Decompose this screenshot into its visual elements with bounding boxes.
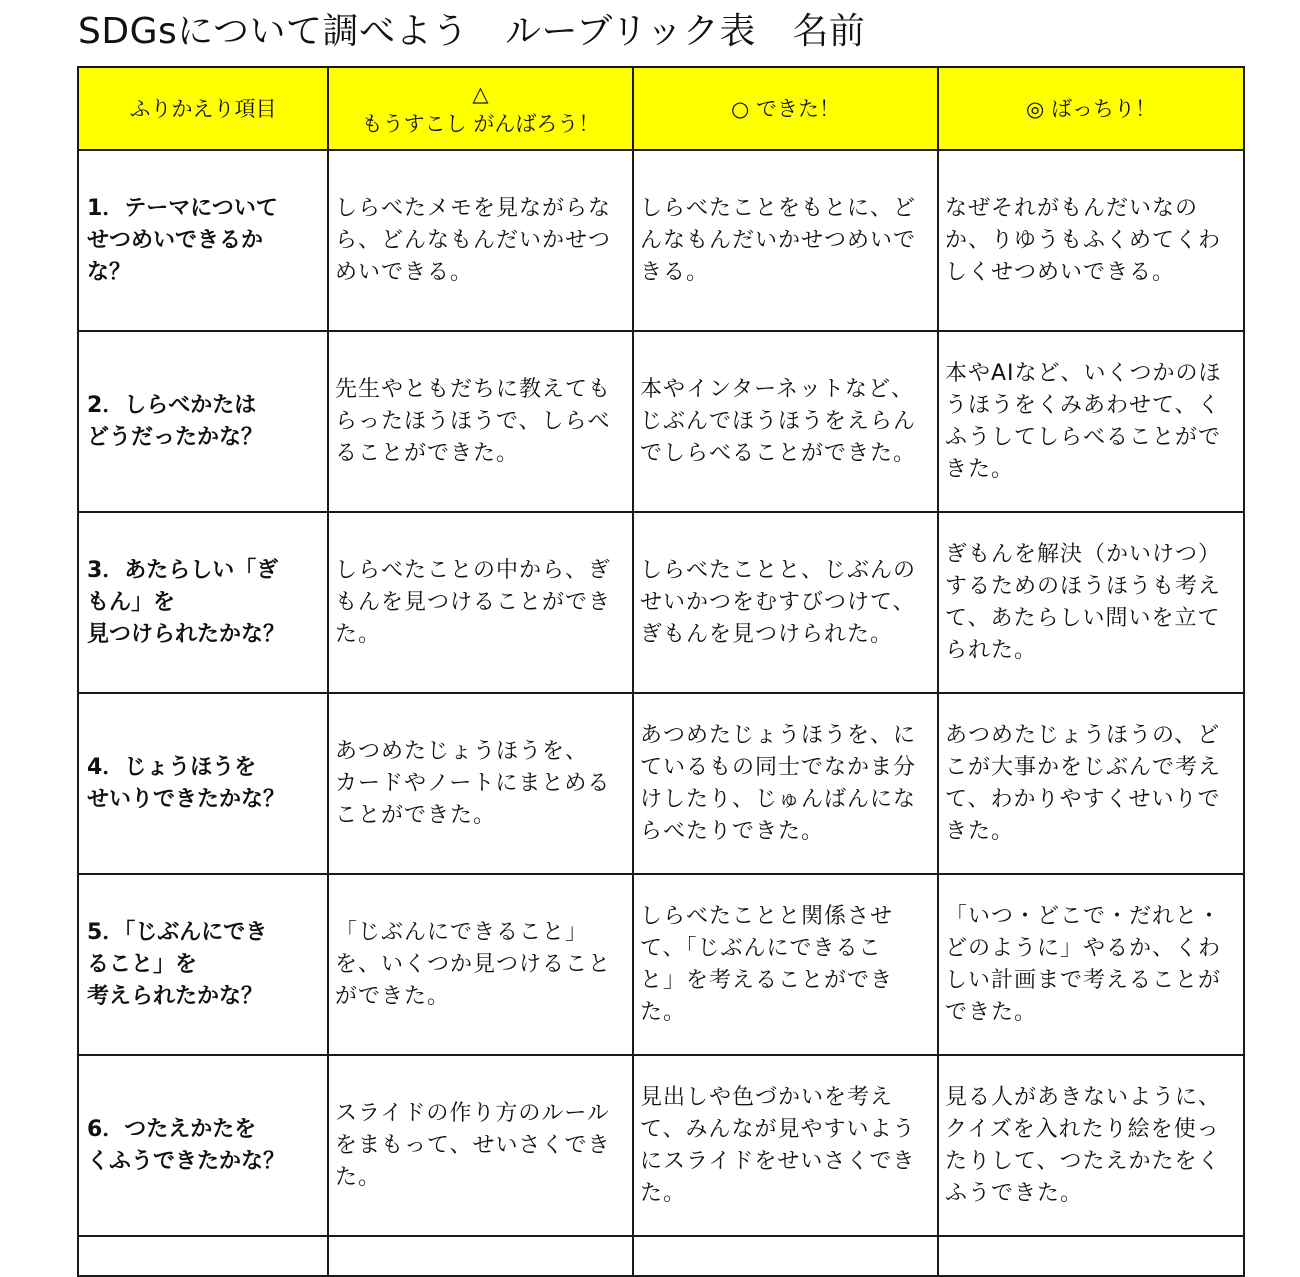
cell-text: じぶんでほうほうをえらん xyxy=(640,408,917,434)
cell-text: けしたり、じゅんばんにな xyxy=(640,786,917,812)
cell-text: ことができた。 xyxy=(335,802,497,828)
level-double-circle-cell xyxy=(938,693,1244,874)
cell-text: 「いつ・どこで・だれと・ xyxy=(945,903,1222,929)
cell-text: らべたりできた。 xyxy=(640,818,825,844)
rubric-table xyxy=(77,66,1245,1277)
cell-text: 「じぶんにできること」 xyxy=(335,919,589,945)
cell-text: ぎもんを解決（かいけつ） xyxy=(945,541,1222,567)
cell-text: を、いくつか見つけること xyxy=(335,951,612,977)
header-label: ◎ ばっちり！ xyxy=(1026,96,1156,121)
cell-text: ができた。 xyxy=(335,983,451,1009)
triangle-icon: △ xyxy=(472,81,489,106)
cell-text: 見る人があきないように、 xyxy=(945,1084,1222,1110)
level-double-circle-cell xyxy=(938,1055,1244,1236)
header-label: ふりかえり項目 xyxy=(129,96,277,121)
header-label: ○ できた！ xyxy=(731,96,840,121)
cell-text: しらべたことをもとに、ど xyxy=(640,195,917,221)
level-circle-cell xyxy=(633,1236,938,1276)
cell-text: にスライドをせいさくでき xyxy=(640,1148,916,1174)
cell-text: クイズを入れたり絵を使っ xyxy=(945,1116,1220,1142)
cell-text: と」を考えることができ xyxy=(640,967,894,993)
cell-text: しい計画まで考えることが xyxy=(945,967,1222,993)
level-double-circle-cell xyxy=(938,331,1244,512)
header-reflection-item xyxy=(78,67,328,150)
table-row xyxy=(78,874,1244,1055)
reflection-item-cell xyxy=(78,150,328,331)
reflection-item-cell xyxy=(78,1055,328,1236)
reflection-item-cell xyxy=(78,512,328,693)
cell-text: て、わかりやすくせいりで xyxy=(945,786,1221,812)
cell-text: て、あたらしい問いを立て xyxy=(945,605,1221,631)
cell-text: た。 xyxy=(335,1164,382,1190)
header-label: もうすこし がんばろう！ xyxy=(361,111,600,136)
cell-text: 3．あたらしい「ぎ xyxy=(87,557,279,583)
header-level-double-circle xyxy=(938,67,1244,150)
level-triangle-cell xyxy=(328,693,633,874)
level-double-circle-cell xyxy=(938,512,1244,693)
level-double-circle-cell xyxy=(938,150,1244,331)
cell-text: 4．じょうほうを xyxy=(87,754,257,780)
cell-text: できた。 xyxy=(945,999,1038,1025)
cell-text: ぎもんを見つけられた。 xyxy=(640,621,894,647)
cell-text: 見出しや色づかいを考え xyxy=(640,1084,894,1110)
cell-text: あつめたじょうほうを、 xyxy=(335,738,589,764)
table-row xyxy=(78,693,1244,874)
cell-text: どうだったかな？ xyxy=(87,424,264,450)
cell-text: て、「じぶんにできるこ xyxy=(640,935,882,961)
cell-text: んなもんだいかせつめいで xyxy=(640,227,917,253)
level-double-circle-cell xyxy=(938,874,1244,1055)
page-title: SDGsについて調べよう ルーブリック表 名前 xyxy=(78,11,866,52)
cell-text: られた。 xyxy=(945,637,1038,663)
table-row xyxy=(78,1055,1244,1236)
cell-text: た。 xyxy=(640,999,687,1025)
cell-text: どのように」やるか、くわ xyxy=(945,935,1222,961)
cell-text: めいできる。 xyxy=(335,259,474,285)
cell-text: て、みんなが見やすいよう xyxy=(640,1116,916,1142)
cell-text: 考えられたかな？ xyxy=(87,983,264,1009)
level-circle-cell xyxy=(633,693,938,874)
cell-text: きた。 xyxy=(945,818,1015,844)
cell-text: らったほうほうで、しらべ xyxy=(335,408,611,434)
cell-text: せいりできたかな？ xyxy=(87,786,286,812)
level-circle-cell xyxy=(633,512,938,693)
cell-text: きた。 xyxy=(945,456,1015,482)
level-triangle-cell xyxy=(328,331,633,512)
cell-text: しくせつめいできる。 xyxy=(945,259,1176,285)
cell-text: た。 xyxy=(335,621,382,647)
level-triangle-cell xyxy=(328,512,633,693)
cell-text: でしらべることができた。 xyxy=(640,440,917,466)
cell-text: 1．テーマについて xyxy=(87,195,278,221)
reflection-item-cell xyxy=(78,1236,328,1276)
level-triangle-cell xyxy=(328,1236,633,1276)
table-row xyxy=(78,512,1244,693)
cell-text: もんを見つけることができ xyxy=(335,589,612,615)
cell-text: な？ xyxy=(87,259,132,285)
cell-text: するためのほうほうも考え xyxy=(945,573,1222,599)
cell-text: ら、どんなもんだいかせつ xyxy=(335,227,612,253)
cell-text: 本やインターネットなど、 xyxy=(640,376,915,402)
cell-text: ることができた。 xyxy=(335,440,520,466)
level-circle-cell xyxy=(633,331,938,512)
cell-text: をまもって、せいさくでき xyxy=(335,1132,611,1158)
cell-text: スライドの作り方のルール xyxy=(335,1100,610,1126)
reflection-item-cell xyxy=(78,874,328,1055)
table-row-partial xyxy=(78,1236,1244,1276)
cell-text: しらべたメモを見ながらな xyxy=(335,195,612,221)
table-row xyxy=(78,150,1244,331)
cell-text: 本やAIなど、いくつかのほ xyxy=(945,360,1222,386)
cell-text: か、りゆうもふくめてくわ xyxy=(945,227,1222,253)
level-triangle-cell xyxy=(328,150,633,331)
cell-text: うほうをくみあわせて、く xyxy=(945,392,1221,418)
level-circle-cell xyxy=(633,1055,938,1236)
cell-text: しらべたことと関係させ xyxy=(640,903,894,929)
cell-text: しらべたことの中から、ぎ xyxy=(335,557,612,583)
cell-text: た。 xyxy=(640,1180,687,1206)
header-row xyxy=(78,67,1244,150)
cell-text: ふうできた。 xyxy=(945,1180,1084,1206)
cell-text: ること」を xyxy=(87,951,198,977)
cell-text: たりして、つたえかたをく xyxy=(945,1148,1221,1174)
table-row xyxy=(78,331,1244,512)
cell-text: もん」を xyxy=(87,589,176,615)
cell-text: なぜそれがもんだいなの xyxy=(945,195,1199,221)
cell-text: ふうしてしらべることがで xyxy=(945,424,1222,450)
cell-text: しらべたことと、じぶんの xyxy=(640,557,917,583)
cell-text: 見つけられたかな？ xyxy=(87,621,286,647)
header-level-triangle xyxy=(328,67,633,150)
cell-text: せいかつをむすびつけて、 xyxy=(640,589,916,615)
cell-text: 6．つたえかたを xyxy=(87,1116,257,1142)
cell-text: せつめいできるか xyxy=(87,227,264,253)
level-triangle-cell xyxy=(328,874,633,1055)
reflection-item-cell xyxy=(78,331,328,512)
cell-text: カードやノートにまとめる xyxy=(335,770,611,796)
cell-text: あつめたじょうほうを、に xyxy=(640,722,917,748)
reflection-item-cell xyxy=(78,693,328,874)
cell-text: きる。 xyxy=(640,259,710,285)
level-circle-cell xyxy=(633,150,938,331)
cell-text: 先生やともだちに教えても xyxy=(335,376,612,402)
cell-text: 2．しらべかたは xyxy=(87,392,257,418)
header-level-circle xyxy=(633,67,938,150)
cell-text: くふうできたかな？ xyxy=(87,1148,286,1174)
cell-text: ているもの同士でなかま分 xyxy=(640,754,917,780)
level-double-circle-cell xyxy=(938,1236,1244,1276)
level-triangle-cell xyxy=(328,1055,633,1236)
cell-text: 5．「じぶんにでき xyxy=(87,919,268,945)
level-circle-cell xyxy=(633,874,938,1055)
cell-text: こが大事かをじぶんで考え xyxy=(945,754,1222,780)
cell-text: あつめたじょうほうの、ど xyxy=(945,722,1221,748)
